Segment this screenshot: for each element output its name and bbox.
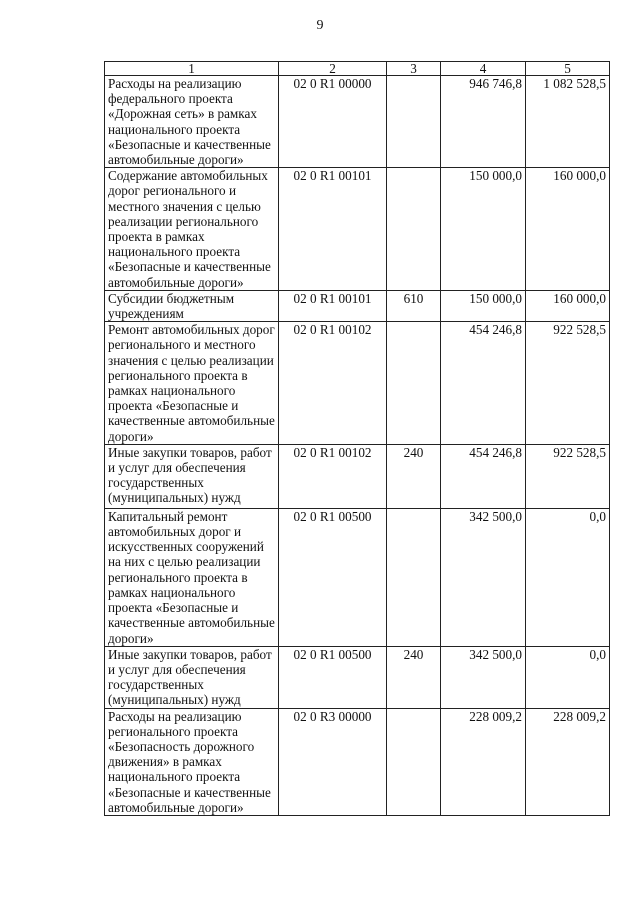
column-header: 3 xyxy=(387,62,441,76)
expense-name: Иные закупки товаров, работ и услуг для обеспечения государственных (муниципальных) нужд xyxy=(105,444,279,508)
column-header: 2 xyxy=(279,62,387,76)
table-row xyxy=(105,646,610,708)
table-row xyxy=(105,444,610,508)
target-article-code: 02 0 R1 00101 xyxy=(279,168,387,291)
amount-year-1: 150 000,0 xyxy=(441,168,526,291)
amount-year-2: 1 082 528,5 xyxy=(526,76,610,168)
amount-year-2: 160 000,0 xyxy=(526,290,610,321)
amount-year-1: 342 500,0 xyxy=(441,508,526,646)
amount-year-1: 946 746,8 xyxy=(441,76,526,168)
amount-year-2: 0,0 xyxy=(526,646,610,708)
target-article-code: 02 0 R1 00102 xyxy=(279,444,387,508)
amount-year-2: 160 000,0 xyxy=(526,168,610,291)
column-header: 1 xyxy=(105,62,279,76)
expense-name: Субсидии бюджетным учреждениям xyxy=(105,290,279,321)
amount-year-2: 0,0 xyxy=(526,508,610,646)
target-article-code: 02 0 R1 00500 xyxy=(279,646,387,708)
expense-type-code xyxy=(387,708,441,815)
page-number: 9 xyxy=(316,18,324,33)
expense-name: Капитальный ремонт автомобильных дорог и искусственных сооружений на них с целью реализации регионального проекта в рамках национального проекта «Безопасные и качественные автомобильные дороги» xyxy=(105,508,279,646)
expense-type-code xyxy=(387,168,441,291)
target-article-code: 02 0 R1 00101 xyxy=(279,290,387,321)
table-row xyxy=(105,322,610,445)
expense-type-code xyxy=(387,322,441,445)
amount-year-2: 228 009,2 xyxy=(526,708,610,815)
amount-year-2: 922 528,5 xyxy=(526,322,610,445)
expense-type-code: 240 xyxy=(387,444,441,508)
target-article-code: 02 0 R1 00000 xyxy=(279,76,387,168)
amount-year-1: 150 000,0 xyxy=(441,290,526,321)
table-row xyxy=(105,508,610,646)
budget-table xyxy=(104,61,610,816)
table-row xyxy=(105,76,610,168)
table-row xyxy=(105,290,610,321)
expense-name: Расходы на реализацию федерального проекта «Дорожная сеть» в рамках национального проекта «Безопасные и качественные автомобильные дороги» xyxy=(105,76,279,168)
expense-name: Расходы на реализацию регионального проекта «Безопасность дорожного движения» в рамках национального проекта «Безопасные и качественные автомобильные дороги» xyxy=(105,708,279,815)
expense-type-code xyxy=(387,508,441,646)
expense-type-code: 610 xyxy=(387,290,441,321)
amount-year-1: 228 009,2 xyxy=(441,708,526,815)
expense-type-code xyxy=(387,76,441,168)
amount-year-1: 454 246,8 xyxy=(441,444,526,508)
column-header: 4 xyxy=(441,62,526,76)
expense-name: Иные закупки товаров, работ и услуг для обеспечения государственных (муниципальных) нужд xyxy=(105,646,279,708)
expense-name: Содержание автомобильных дорог регионального и местного значения с целью реализации регионального проекта в рамках национального проекта «Безопасные и качественные автомобильные дороги» xyxy=(105,168,279,291)
table-row xyxy=(105,168,610,291)
amount-year-2: 922 528,5 xyxy=(526,444,610,508)
table-header-row xyxy=(105,62,610,76)
expense-type-code: 240 xyxy=(387,646,441,708)
expense-name: Ремонт автомобильных дорог регионального и местного значения с целью реализации регионального проекта в рамках национального проекта «Безопасные и качественные автомобильные дороги» xyxy=(105,322,279,445)
column-header: 5 xyxy=(526,62,610,76)
amount-year-1: 342 500,0 xyxy=(441,646,526,708)
target-article-code: 02 0 R1 00102 xyxy=(279,322,387,445)
amount-year-1: 454 246,8 xyxy=(441,322,526,445)
target-article-code: 02 0 R3 00000 xyxy=(279,708,387,815)
table-row xyxy=(105,708,610,815)
target-article-code: 02 0 R1 00500 xyxy=(279,508,387,646)
